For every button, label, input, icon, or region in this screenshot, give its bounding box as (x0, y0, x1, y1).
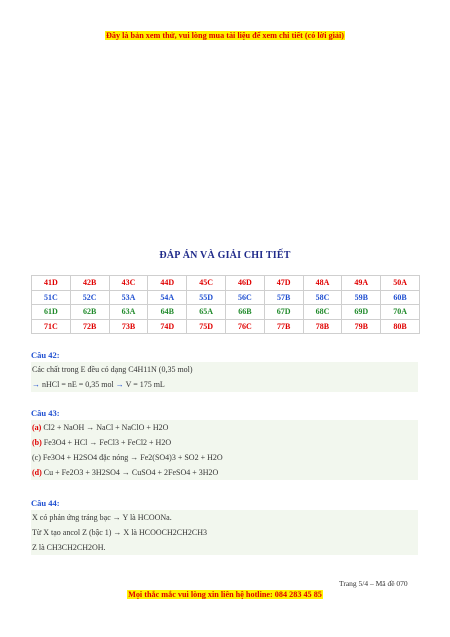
question-44-solution (31, 510, 418, 555)
answer-cell: 43C (109, 276, 148, 291)
answer-cell: 60B (381, 290, 420, 305)
answer-cell: 41D (32, 276, 71, 291)
q43-line-d: (d) Cu + Fe2O3 + 3H2SO4 → CuSO4 + 2FeSO4 + 3H2O (32, 468, 219, 477)
answer-cell: 76C (225, 319, 264, 334)
answer-row (32, 276, 420, 291)
answer-cell: 62B (70, 305, 109, 320)
answer-cell: 52C (70, 290, 109, 305)
answer-cell: 73B (109, 319, 148, 334)
answer-cell: 68C (303, 305, 342, 320)
answer-row (32, 319, 420, 334)
preview-notice-banner (0, 31, 450, 40)
q44-line-1: X có phản ứng tráng bạc → Y là HCOONa. (32, 513, 172, 522)
q42-line-2: → nHCl = nE = 0,35 mol → V = 175 mL (32, 380, 165, 389)
q42-line-1: Các chất trong E đều có dạng C4H11N (0,35 mol) (32, 365, 193, 374)
answer-cell: 75D (187, 319, 226, 334)
answer-cell: 72B (70, 319, 109, 334)
answer-cell: 44D (148, 276, 187, 291)
q43-line-c: (c) Fe3O4 + H2SO4 đặc nóng → Fe2(SO4)3 + SO2 + H2O (32, 453, 223, 462)
answer-cell: 50A (381, 276, 420, 291)
answer-cell: 42B (70, 276, 109, 291)
q44-line-3: Z là CH3CH2CH2OH. (32, 543, 106, 552)
answer-cell: 49A (342, 276, 381, 291)
answer-cell: 56C (225, 290, 264, 305)
answer-cell: 51C (32, 290, 71, 305)
answer-cell: 57B (264, 290, 303, 305)
answer-cell: 54A (148, 290, 187, 305)
answer-cell: 70A (381, 305, 420, 320)
answer-cell: 64B (148, 305, 187, 320)
answer-cell: 59B (342, 290, 381, 305)
page-number: Trang 5/4 – Mã đề 070 (339, 579, 408, 588)
question-44-heading: Câu 44: (31, 498, 60, 508)
answer-cell: 65A (187, 305, 226, 320)
answer-row (32, 290, 420, 305)
page-title: ĐÁP ÁN VÀ GIẢI CHI TIẾT (159, 250, 291, 261)
q44-line-2: Từ X tạo ancol Z (bậc 1) → X là HCOOCH2CH2CH3 (32, 528, 207, 537)
hotline-text: Mọi thắc mắc vui lòng xin liên hệ hotline: 084 283 45 85 (128, 590, 322, 599)
answer-cell: 47D (264, 276, 303, 291)
answer-cell: 69D (342, 305, 381, 320)
q43-line-b: (b) Fe3O4 + HCl → FeCl3 + FeCl2 + H2O (32, 438, 172, 447)
answer-cell: 79B (342, 319, 381, 334)
answer-cell: 45C (187, 276, 226, 291)
hotline-banner (0, 590, 450, 599)
answer-cell: 46D (225, 276, 264, 291)
answer-cell: 66B (225, 305, 264, 320)
answer-cell: 71C (32, 319, 71, 334)
answer-cell: 55D (187, 290, 226, 305)
answer-cell: 78B (303, 319, 342, 334)
answer-row (32, 305, 420, 320)
answer-cell: 48A (303, 276, 342, 291)
q43-line-a: (a) Cl2 + NaOH → NaCl + NaClO + H2O (32, 423, 169, 432)
answer-cell: 63A (109, 305, 148, 320)
question-42-solution (31, 362, 418, 392)
answer-cell: 58C (303, 290, 342, 305)
answer-cell: 61D (32, 305, 71, 320)
arrow-icon: → (115, 380, 124, 389)
answer-cell: 80B (381, 319, 420, 334)
answer-key-table (31, 275, 420, 334)
answer-cell: 74D (148, 319, 187, 334)
question-43-heading: Câu 43: (31, 408, 60, 418)
answer-cell: 53A (109, 290, 148, 305)
question-43-solution (31, 420, 418, 480)
arrow-icon: → (32, 380, 40, 389)
answer-cell: 67D (264, 305, 303, 320)
answer-cell: 77B (264, 319, 303, 334)
question-42-heading: Câu 42: (31, 350, 60, 360)
preview-notice-text: Đây là bản xem thử, vui lòng mua tài liệu để xem chi tiết (có lời giải) (105, 31, 344, 40)
